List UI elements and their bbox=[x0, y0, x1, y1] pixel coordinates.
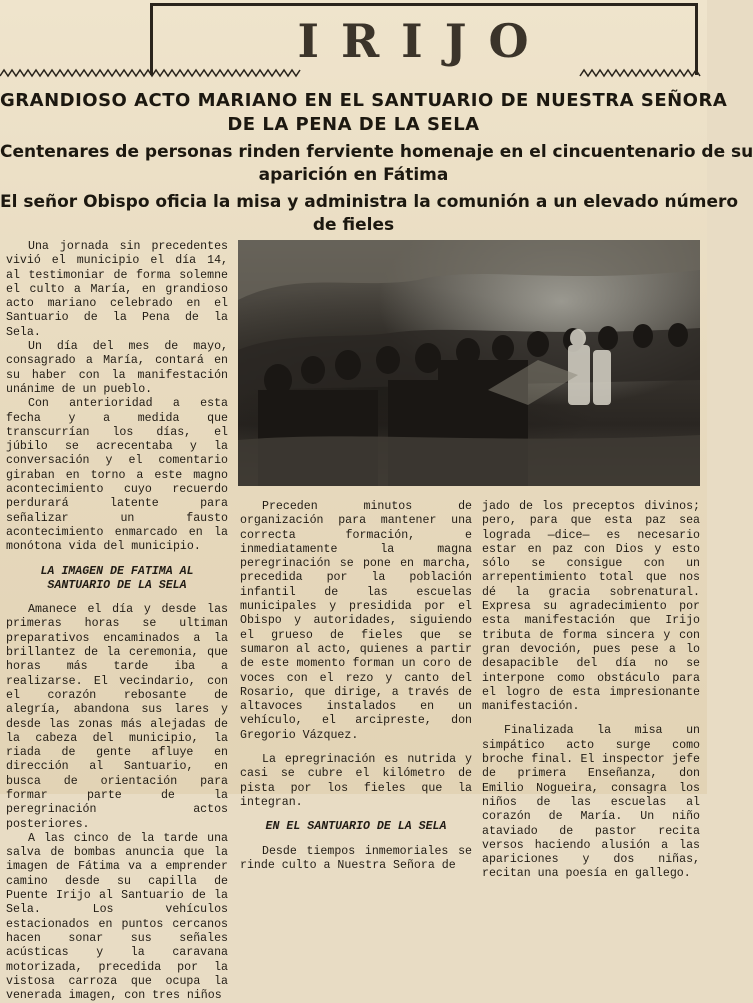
article-column-1 bbox=[6, 240, 228, 1003]
headline-line-1: GRANDIOSO ACTO MARIANO EN EL SANTUARIO DE NUESTRA SEÑORA bbox=[0, 90, 728, 111]
headline-line-6: de fieles bbox=[312, 215, 395, 235]
paragraph: Amanece el día y desde las primeras horas se ultiman preparativos encaminados a la brillantez de la ceremonia, que horas más tarde iba a realizarse. El vecindario, con el corazón rebosante de alegría, abandona sus lares y desde las zonas más alejadas de la cabeza del municipio, la riada de gente afluye en dirección al Santuario, en busca de orientación para formar parte de la peregrinación actos posteriores. bbox=[6, 603, 228, 831]
masthead-zigzag-right bbox=[580, 68, 700, 78]
crowd-photograph bbox=[238, 240, 700, 486]
masthead-zigzag-left bbox=[0, 68, 300, 78]
headline-line-4: aparición en Fátima bbox=[258, 165, 449, 185]
paragraph: Una jornada sin precedentes vivió el municipio el día 14, al testimoniar de forma solemne el culto a María, en grandioso acto mariano celebrado en el Santuario de la Pena de la Sela. bbox=[6, 240, 228, 339]
paragraph: jado de los preceptos divinos; pero, para que esta paz sea lograda —dice— es necesario estar en paz con Dios y esto sólo se consigue con un arrepentimiento total que nos dé la gracia sobrenatural. Expresa su agradecimiento por esta manifestación que Irijo tributa de forma sincera y con gran devoción, pues pese a lo desapacible del día no se interpone como obstáculo para el logro de esta impresionante manifestación. bbox=[482, 500, 700, 714]
paragraph: Finalizada la misa un simpático acto surge como broche final. El inspector jefe de primera Enseñanza, don Emilio Nogueira, consagra los niños de las escuelas al corazón de María. Un niño ataviado de pastor recita versos haciendo alusión a las apariciones y dos niñas, recitan una poesía en gallego. bbox=[482, 724, 700, 881]
article-column-2 bbox=[240, 500, 472, 872]
headline-line-2: DE LA PENA DE LA SELA bbox=[227, 114, 480, 135]
headline-line-3: Centenares de personas rinden ferviente homenaje en el cincuentenario de su bbox=[0, 142, 753, 162]
subheading-santuario: EN EL SANTUARIO DE LA SELA bbox=[265, 820, 447, 834]
masthead-title: IRIJO bbox=[297, 14, 551, 68]
article-column-3 bbox=[482, 500, 700, 881]
paragraph: La epregrinación es nutrida y casi se cubre el kilómetro de pista por los fieles que la integran. bbox=[240, 753, 472, 809]
subheading-imagen-fatima: LA IMAGEN DE FATIMA AL SANTUARIO DE LA SELA bbox=[40, 564, 194, 592]
crowd-photo-shapes bbox=[238, 240, 700, 486]
paragraph: A las cinco de la tarde una salva de bombas anuncia que la imagen de Fátima va a emprender camino desde su capilla de Puente Irijo al Santuario de la Sela. Los vehículos estacionados en puntos cercanos hacen sonar sus señales acústicas y la caravana motorizada, precedida por la vistosa carroza que ocupa la venerada imagen, con tres niños bbox=[6, 831, 228, 1003]
paragraph: Preceden minutos de organización para mantener una correcta formación, e inmediatamente la magna peregrinación se pone en marcha, precedida por la población infantil de las escuelas municipales y presidida por el Obispo y autoridades, siguiendo el grueso de fieles que se sumaron al acto, quienes a partir de este momento forman un coro de voces con el rezo y canto del Rosario, que dirige, a través de altavoces instalados en un vehículo, el arcipreste, don Gregorio Vázquez. bbox=[240, 500, 472, 742]
headline-line-5: El señor Obispo oficia la misa y administra la comunión a un elevado número bbox=[0, 192, 739, 212]
paragraph: Un día del mes de mayo, consagrado a María, contará en su haber con la manifestación unánime de un pueblo. bbox=[6, 340, 228, 396]
paragraph: Desde tiempos inmemoriales se rinde culto a Nuestra Señora de bbox=[240, 844, 472, 872]
paragraph: Con anterioridad a esta fecha y a medida que transcurrían los días, el júbilo se acrecentaba y la conversación y el comentario giraban en torno a este magno acontecimiento cuyo recuerdo perdurará latente para señalizar un fausto acontecimiento enmarcado en la monótona vida del municipio. bbox=[6, 397, 228, 554]
